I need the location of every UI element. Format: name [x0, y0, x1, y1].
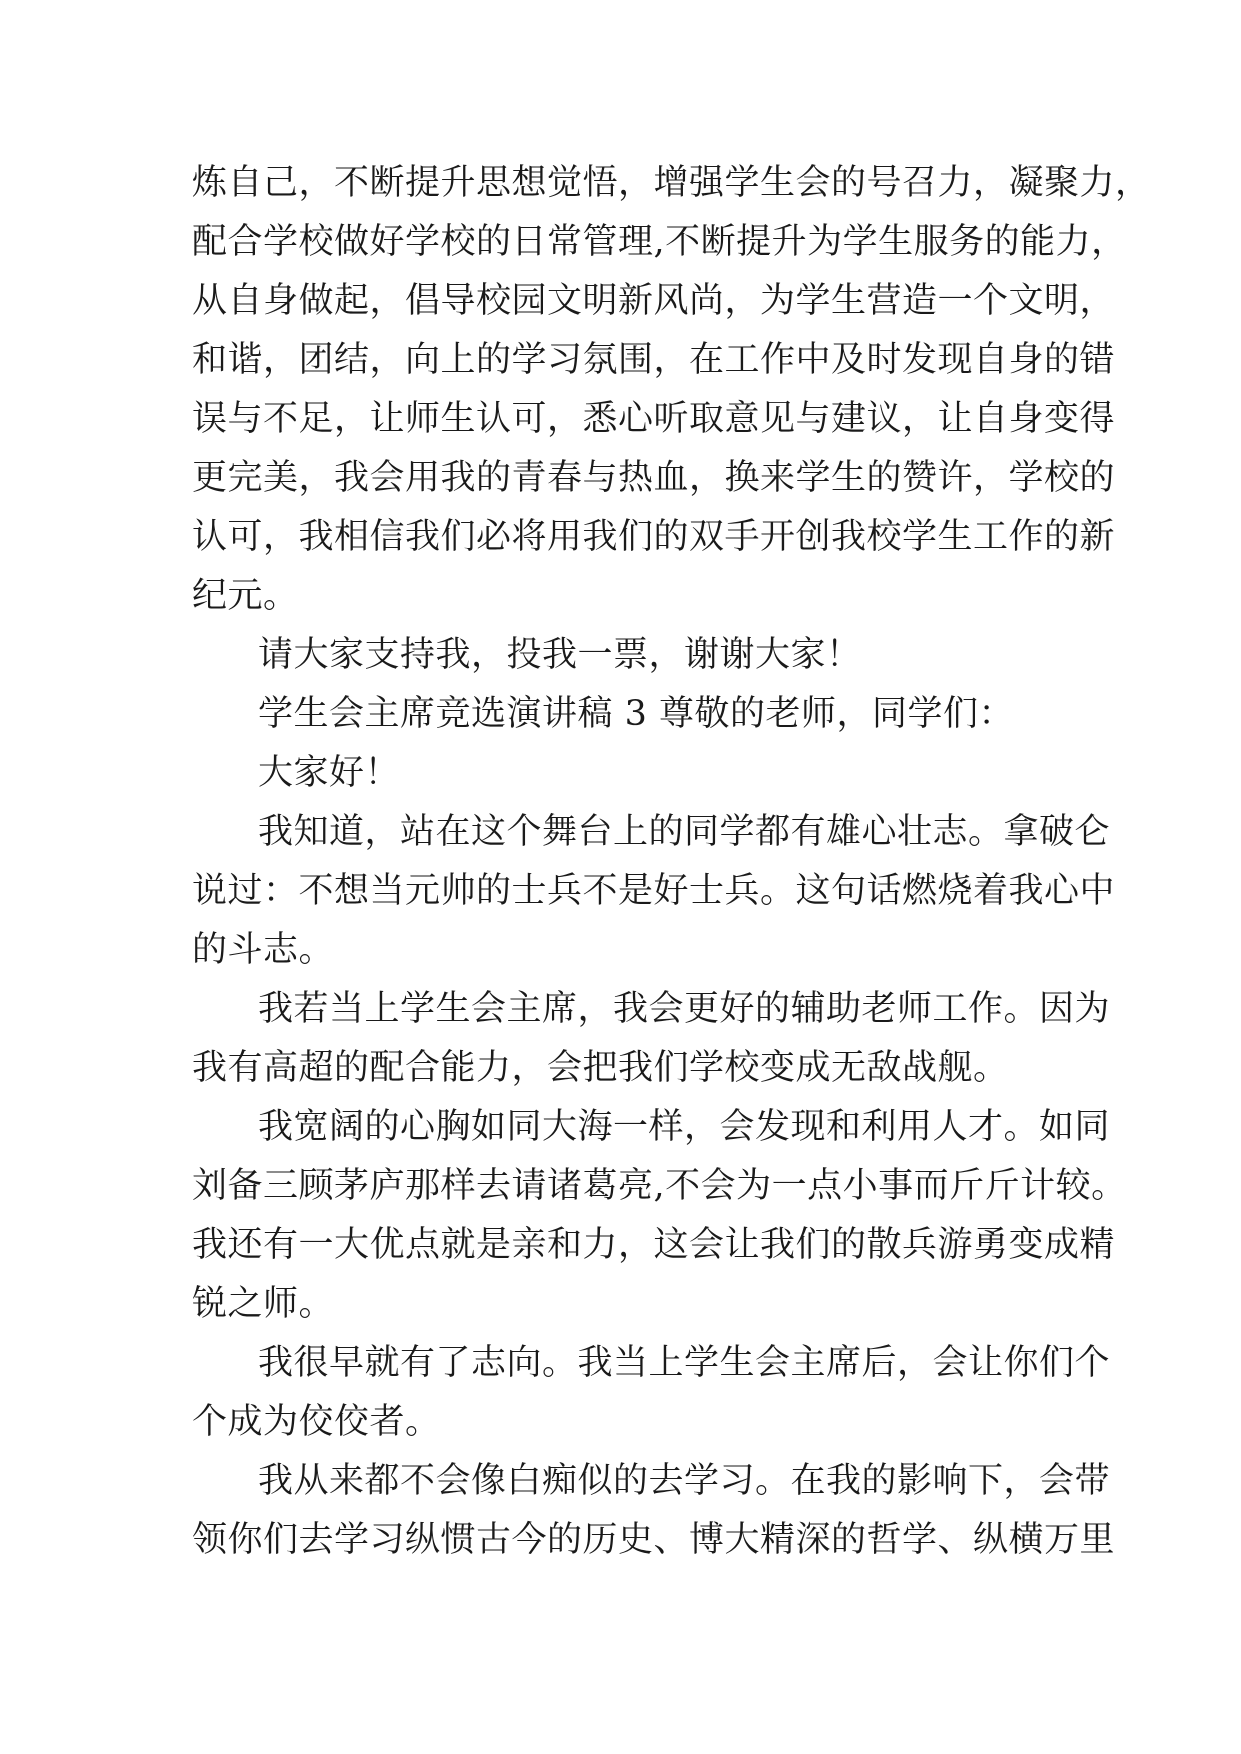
text-line: 认可，我相信我们必将用我们的双手开创我校学生工作的新 [192, 517, 1116, 557]
text-line: 和谐，团结，向上的学习氛围，在工作中及时发现自身的错 [192, 340, 1116, 380]
text-line: 纪元。 [192, 576, 299, 616]
text-line: 我宽阔的心胸如同大海一样，会发现和利用人才。如同 [258, 1107, 1111, 1147]
document-body-text [192, 154, 1151, 1570]
text-line: 个成为佼佼者。 [192, 1402, 441, 1442]
text-line: 我知道，站在这个舞台上的同学都有雄心壮志。拿破仑 [258, 812, 1111, 852]
text-line: 大家好！ [258, 753, 401, 793]
text-line: 刘备三顾茅庐那样去请诸葛亮,不会为一点小事而斤斤计较。 [192, 1166, 1127, 1206]
text-line: 更完美，我会用我的青春与热血，换来学生的赞许，学校的 [192, 458, 1116, 498]
text-line: 我还有一大优点就是亲和力，这会让我们的散兵游勇变成精 [192, 1225, 1116, 1265]
text-line: 从自身做起，倡导校园文明新风尚，为学生营造一个文明， [192, 281, 1116, 321]
text-line: 锐之师。 [192, 1284, 335, 1324]
text-line: 误与不足，让师生认可，悉心听取意见与建议，让自身变得 [192, 399, 1116, 439]
text-line: 说过：不想当元帅的士兵不是好士兵。这句话燃烧着我心中 [192, 871, 1116, 911]
text-line: 配合学校做好学校的日常管理,不断提升为学生服务的能力， [192, 222, 1127, 262]
text-line: 的斗志。 [192, 930, 335, 970]
text-line: 领你们去学习纵惯古今的历史、博大精深的哲学、纵横万里 [192, 1520, 1116, 1560]
text-line: 请大家支持我，投我一票，谢谢大家！ [258, 635, 862, 675]
text-line: 学生会主席竞选演讲稿 3 尊敬的老师，同学们： [258, 694, 1015, 734]
text-line: 我有高超的配合能力，会把我们学校变成无敌战舰。 [192, 1048, 1009, 1088]
text-line: 我从来都不会像白痴似的去学习。在我的影响下，会带 [258, 1461, 1111, 1501]
text-line: 我很早就有了志向。我当上学生会主席后，会让你们个 [258, 1343, 1111, 1383]
text-line: 我若当上学生会主席，我会更好的辅助老师工作。因为 [258, 989, 1111, 1029]
text-line: 炼自己，不断提升思想觉悟，增强学生会的号召力，凝聚力， [192, 163, 1151, 203]
